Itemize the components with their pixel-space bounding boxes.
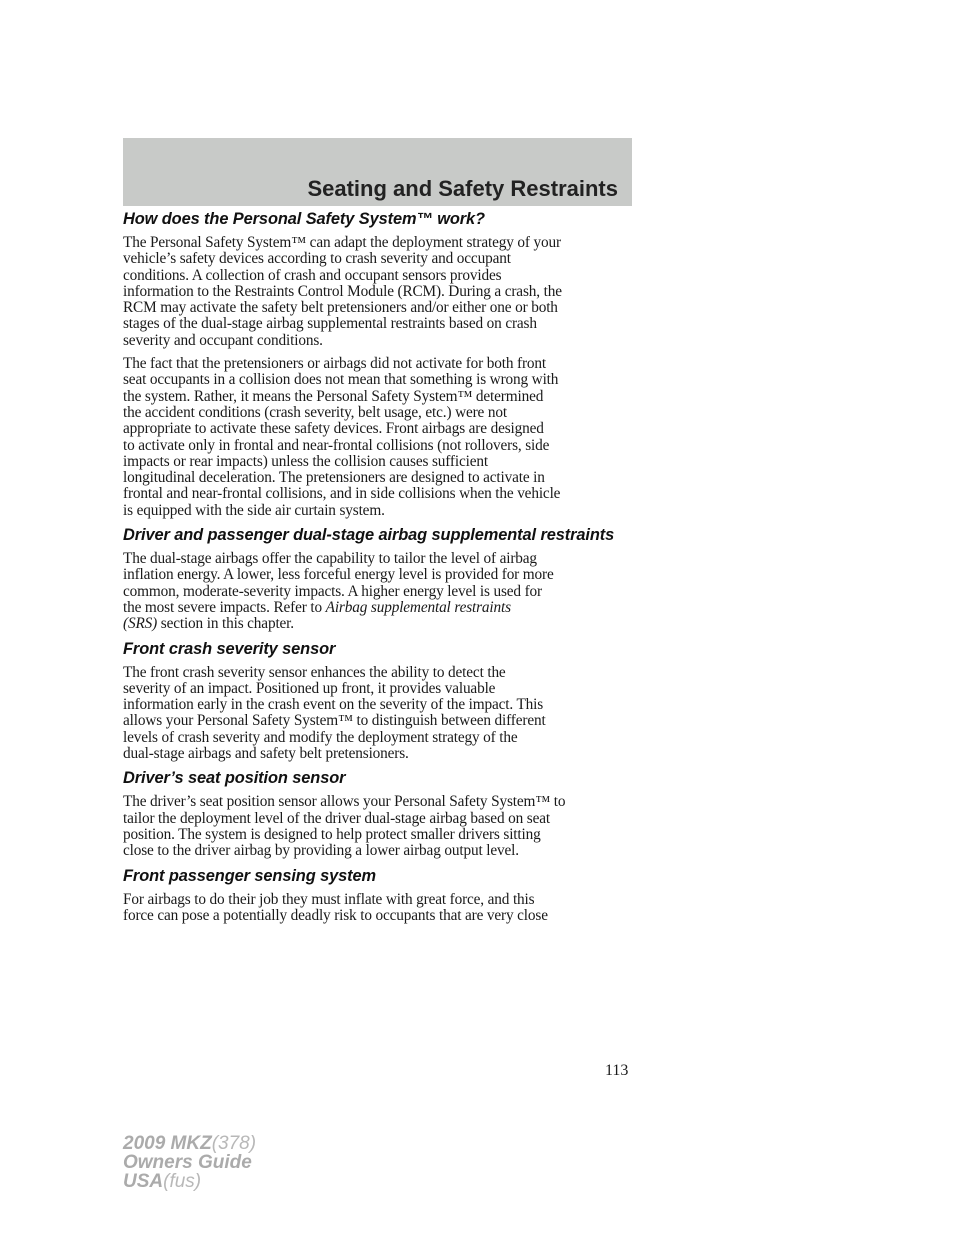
paragraph: For airbags to do their job they must inflate with great force, and this force can pose a potentially deadly risk to occupants that are very close <box>123 890 548 924</box>
cross-reference: (SRS) <box>123 615 158 633</box>
paragraph: The front crash severity sensor enhances the ability to detect the severity of an impact. Positioned up front, it provides valuable information early in the crash event on the severity of the impact. This allows your Personal Safety System™ to distinguish between different levels of crash severity and modify the deployment strategy of the dual-stage airbags and safety belt pretensioners. <box>123 663 546 763</box>
heading-dual-stage-airbags: Driver and passenger dual-stage airbag supplemental restraints <box>123 526 615 545</box>
heading-front-crash-sensor: Front crash severity sensor <box>123 639 336 658</box>
page-content <box>123 210 635 931</box>
paragraph: The driver’s seat position sensor allows your Personal Safety System™ to tailor the deployment level of the driver dual-stage airbag based on seat position. The system is designed to help protect smaller drivers sitting close to the driver airbag by providing a lower airbag output level. <box>123 793 566 860</box>
section-title: Seating and Safety Restraints <box>307 176 618 201</box>
page-number: 113 <box>605 1062 629 1079</box>
document-footer: 2009 MKZ(378) Owners Guide USA(fus) <box>123 1133 257 1192</box>
paragraph: The Personal Safety System™ can adapt the deployment strategy of your vehicle’s safety devices according to crash severity and occupant conditions. A collection of crash and occupant sensors provides information to the Restraints Control Module (RCM). During a crash, the RCM may activate the safety belt pretensioners and/or either one or both stages of the dual-stage airbag supplemental restraints based on crash severity and occupant conditions. <box>123 234 562 349</box>
section-header-band <box>123 138 632 206</box>
heading-passenger-sensing: Front passenger sensing system <box>123 866 376 885</box>
paragraph: The dual-stage airbags offer the capability to tailor the level of airbag inflation energy. A lower, less forceful energy level is provided for more common, moderate-severity impacts. A higher energy level is used for the most severe impacts. Refer to Airbag supplemental restraints (SRS) section in this chapter. <box>123 550 554 633</box>
heading-how-pss-works: How does the Personal Safety System™ work? <box>123 210 485 228</box>
heading-seat-position-sensor: Driver’s seat position sensor <box>123 769 346 788</box>
cross-reference: Airbag supplemental restraints <box>325 598 511 616</box>
paragraph: The fact that the pretensioners or airbags did not activate for both front seat occupants in a collision does not mean that something is wrong with the system. Rather, it means the Personal Safety System™ determined the accident conditions (crash severity, belt usage, etc.) were not appropriate to activate these safety devices. Front airbags are designed to activate only in frontal and near-frontal collisions (not rollovers, side impacts or rear impacts) unless the collision causes sufficient longitudinal deceleration. The pretensioners are designed to activate in frontal and near-frontal collisions, and in side collisions when the vehicle is equipped with the side air curtain system. <box>123 355 561 519</box>
